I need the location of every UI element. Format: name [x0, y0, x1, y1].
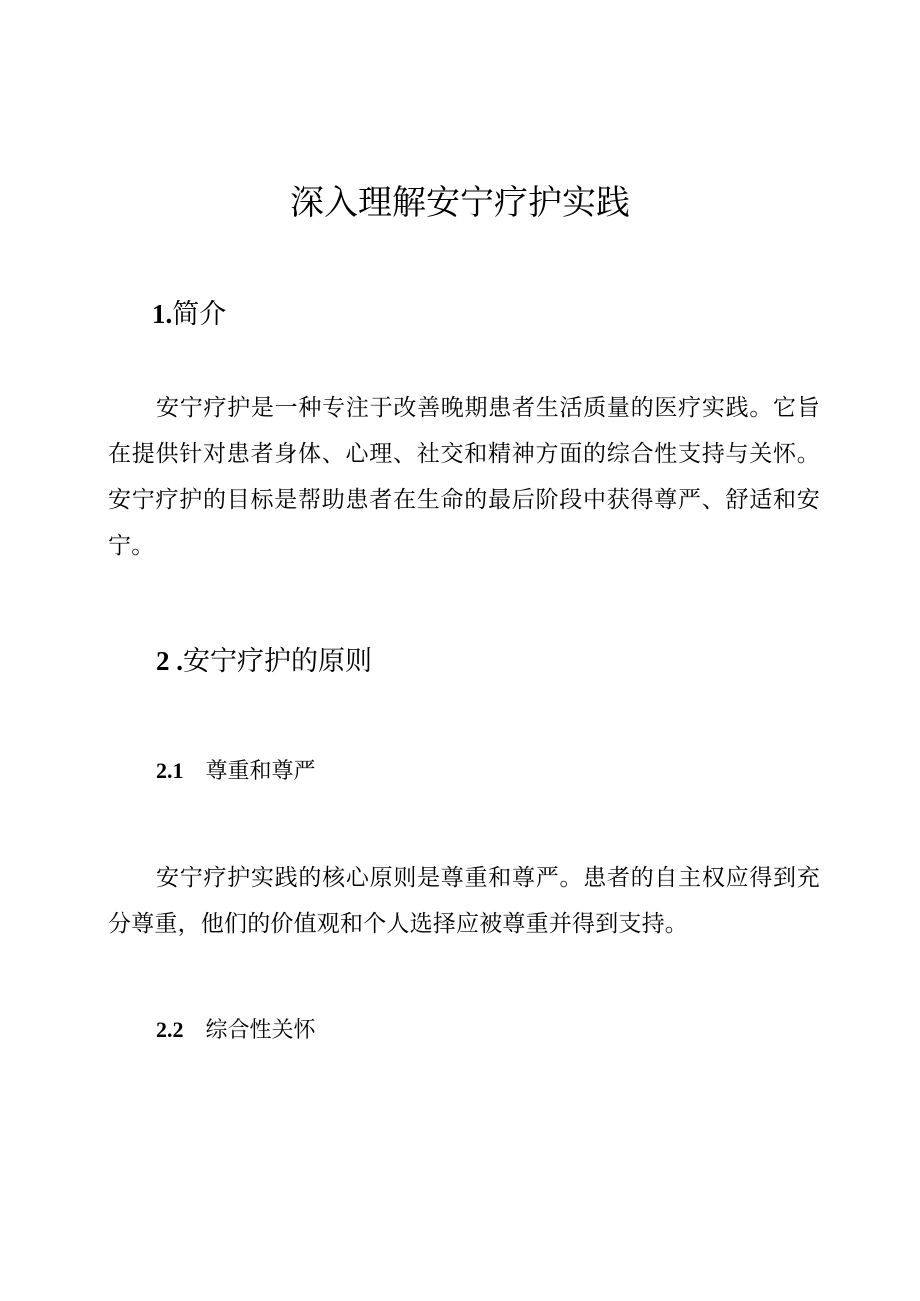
subsection-title: 综合性关怀: [205, 1018, 316, 1043]
section-heading-principles: [156, 641, 372, 682]
document-title: 深入理解安宁疗护实践: [290, 183, 630, 223]
subsection-heading-respect: [156, 755, 316, 788]
section-heading-intro: [152, 294, 226, 335]
section-number: 1.: [152, 299, 173, 329]
subsection-heading-holistic-care: [156, 1014, 316, 1047]
section-number: 2 .: [156, 646, 183, 676]
section-title: 简介: [172, 299, 227, 330]
intro-paragraph: 安宁疗护是一种专注于改善晚期患者生活质量的医疗实践。它旨在提供针对患者身体、心理、社交和精神方面的综合性支持与关怀。安宁疗护的目标是帮助患者在生命的最后阶段中获得尊严、舒适和安宁。: [108, 395, 820, 559]
subsection-number: 2.2: [156, 1017, 184, 1042]
subsection-number: 2.1: [156, 758, 184, 783]
respect-paragraph: 安宁疗护实践的核心原则是尊重和尊严。患者的自主权应得到充分尊重，他们的价值观和个人选择应被尊重并得到支持。: [108, 865, 820, 937]
subsection-title: 尊重和尊严: [205, 759, 316, 784]
section-title: 安宁疗护的原则: [183, 646, 372, 677]
